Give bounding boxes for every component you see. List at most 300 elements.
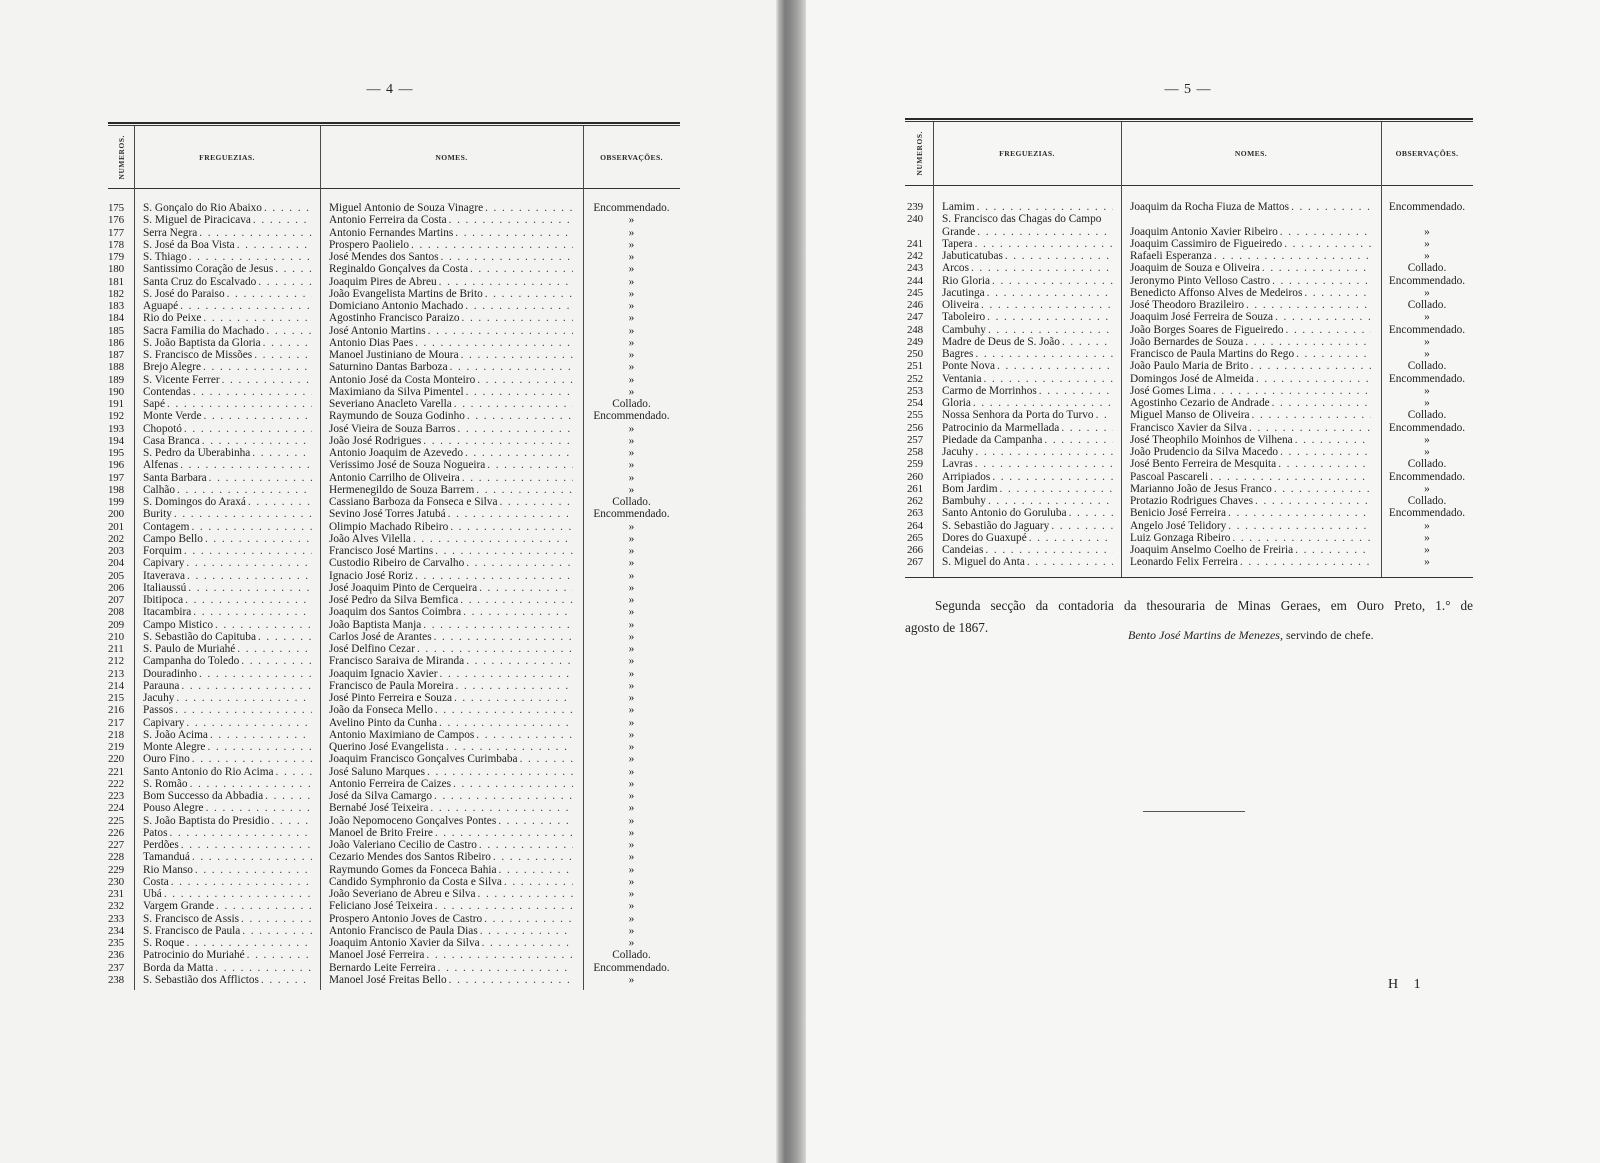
freguezia-cell: [134, 521, 320, 533]
freguezia-name: Douradinho: [143, 667, 197, 680]
nome-cell: [320, 827, 583, 839]
row-number: 258: [907, 446, 923, 458]
freguezia-cell: [134, 766, 320, 778]
freguezia-name: Taboleiro: [942, 311, 986, 324]
dot-leader: [197, 227, 312, 239]
freguezia-cell: [134, 949, 320, 961]
nome-line: [329, 974, 573, 986]
table-row: [108, 962, 680, 974]
observacao: »: [628, 545, 635, 557]
freguezia-cell: [134, 325, 320, 337]
nome-line: [329, 508, 573, 520]
nome-line: [1130, 409, 1371, 421]
observacao: Encommendado.: [593, 961, 670, 974]
observacao: »: [628, 569, 635, 582]
nome-cell: [320, 741, 583, 753]
nome-cell: [1121, 262, 1381, 274]
nome-cell: [1121, 544, 1381, 556]
dot-leader: [438, 668, 573, 680]
dot-leader: [973, 446, 1113, 458]
freguezia-name: Santissimo Coração de Jesus: [143, 263, 274, 276]
nome-line: [1130, 422, 1371, 434]
nome-cell: [1121, 446, 1381, 458]
observacao: Collado.: [1407, 495, 1447, 507]
nome-cell: [320, 545, 583, 557]
row-number: 195: [108, 447, 124, 459]
table-row: [108, 410, 680, 422]
dot-leader: [444, 741, 573, 753]
person-name: Domingos José de Almeida: [1130, 372, 1254, 385]
dot-leader: [1244, 299, 1371, 311]
table-row: [905, 348, 1473, 360]
freguezia-line: [942, 471, 1113, 483]
freguezia-name: Arcos: [942, 262, 969, 275]
row-number: 204: [108, 557, 124, 570]
nome-line: [329, 472, 573, 484]
freguezia-cell: [134, 668, 320, 680]
row-number: 233: [108, 912, 124, 925]
table-row: [108, 337, 680, 349]
person-name: Avelino Pinto da Cunha: [329, 716, 438, 729]
dot-leader: [465, 410, 573, 422]
register-table: [905, 118, 1473, 578]
observacao: »: [628, 275, 635, 288]
row-number: 175: [108, 202, 124, 214]
row-number: 257: [907, 433, 923, 446]
person-name: José Antonio Martins: [329, 324, 426, 337]
signatory-role: servindo de chefe.: [1285, 628, 1374, 642]
person-name: Joaquim Cassimiro de Figueiredo: [1130, 237, 1283, 250]
dot-leader: [1208, 471, 1371, 483]
dot-leader: [409, 239, 573, 251]
dot-leader: [235, 239, 312, 251]
row-number: 208: [108, 606, 124, 619]
freguezia-line: [942, 409, 1113, 421]
table-row: [108, 374, 680, 386]
table-row: [108, 276, 680, 288]
nome-cell: [320, 815, 583, 827]
row-number: 214: [108, 679, 124, 692]
observacao: Encommendado.: [1388, 470, 1466, 483]
freguezia-line: [143, 974, 312, 986]
freguezia-line: [143, 459, 312, 471]
dot-leader: [478, 925, 573, 937]
nome-line: [329, 533, 573, 545]
person-name: Antonio José da Costa Monteiro: [329, 373, 476, 386]
table-row: [905, 409, 1473, 421]
dot-leader: [1254, 373, 1371, 385]
row-number: 228: [108, 851, 124, 864]
nome-cell: [320, 447, 583, 459]
freguezia-name: Piedade da Campanha: [942, 433, 1043, 446]
table-row: [108, 606, 680, 618]
dot-leader: [1042, 434, 1113, 446]
freguezia-cell: [933, 262, 1121, 274]
freguezia-cell: [134, 680, 320, 692]
nome-cell: [1121, 238, 1381, 250]
person-name: Joaquim de Souza e Oliveira: [1130, 262, 1260, 275]
nome-cell: [320, 570, 583, 582]
observacao: »: [628, 459, 635, 472]
observacao: Encommendado.: [1388, 201, 1466, 213]
nome-cell: [320, 692, 583, 704]
row-number: 244: [907, 274, 923, 287]
nome-cell: [320, 949, 583, 961]
person-name: Francisco de Paula Moreira: [329, 679, 454, 692]
dot-leader: [432, 790, 573, 802]
nome-line: [329, 300, 573, 312]
freguezia-name: Bom Jardim: [942, 482, 998, 495]
observacao: »: [628, 312, 635, 325]
freguezia-cell: [933, 556, 1121, 568]
freguezia-cell: [134, 214, 320, 226]
observacao: »: [628, 679, 635, 692]
freguezia-cell: [933, 532, 1121, 544]
freguezia-cell: [933, 544, 1121, 556]
nome-cell: [1121, 471, 1381, 483]
table-row: [108, 263, 680, 275]
dot-leader: [496, 815, 573, 827]
person-name: José Pinto Ferreira e Souza: [329, 692, 452, 704]
nome-cell: [320, 606, 583, 618]
table-row: [108, 361, 680, 373]
freguezia-name: Jacutinga: [942, 286, 985, 299]
dot-leader: [491, 851, 573, 863]
dot-leader: [986, 495, 1113, 507]
row-number: 246: [907, 299, 923, 311]
freguezia-line: [942, 336, 1113, 348]
freguezia-name: Patrocinio da Marmellada: [942, 421, 1060, 434]
row-number: 220: [108, 753, 124, 766]
observacao: Encommendado.: [593, 508, 670, 521]
row-number: 242: [907, 250, 923, 262]
freguezia-name: Itaverava: [143, 569, 186, 582]
nome-line: [329, 496, 573, 508]
row-number: 222: [108, 777, 124, 790]
nome-line: [329, 704, 573, 716]
observacao: »: [628, 753, 635, 766]
person-name: Antonio Francisco de Paula Dias: [329, 924, 478, 937]
table-row: [905, 299, 1473, 311]
freguezia-cell: [134, 435, 320, 447]
dot-leader: [178, 300, 312, 312]
page-number: — 4 —: [366, 82, 414, 97]
freguezia-cell: [933, 385, 1121, 397]
dot-leader: [1037, 385, 1113, 397]
dot-leader: [985, 287, 1113, 299]
observacao: »: [1424, 482, 1430, 495]
freguezia-line: [143, 276, 312, 288]
dot-leader: [191, 386, 312, 398]
nome-line: [329, 900, 573, 912]
observacao: Encommendado.: [1388, 421, 1466, 434]
person-name: Joaquim Antonio Xavier da Silva: [329, 937, 480, 949]
dot-leader: [426, 325, 573, 337]
nome-cell: [320, 802, 583, 814]
row-number: 248: [907, 323, 923, 336]
freguezia-name: Contendas: [143, 385, 191, 398]
dot-leader: [256, 631, 312, 643]
dot-leader: [1293, 544, 1371, 556]
freguezia-cell: [134, 570, 320, 582]
row-number: 241: [907, 237, 923, 250]
person-name: Antonio Ferreira de Caizes: [329, 777, 452, 790]
nome-cell: [1121, 422, 1381, 434]
row-number: 254: [907, 397, 923, 409]
freguezia-line: [143, 913, 312, 925]
freguezia-cell: [134, 300, 320, 312]
dot-leader: [446, 508, 573, 520]
dot-leader: [973, 348, 1113, 360]
dot-leader: [483, 202, 573, 214]
dot-leader: [1211, 385, 1371, 397]
freguezia-cell: [134, 900, 320, 912]
observacao: Collado.: [612, 496, 651, 508]
freguezia-line: [143, 692, 312, 704]
freguezia-line: [942, 495, 1113, 507]
dot-leader: [1243, 336, 1371, 348]
table-row: [108, 508, 680, 520]
dot-leader: [274, 766, 312, 778]
observacao: »: [1424, 225, 1430, 238]
dot-leader: [1226, 520, 1371, 532]
freguezia-cell: [134, 876, 320, 888]
freguezia-cell: [134, 545, 320, 557]
freguezia-cell: [134, 557, 320, 569]
dot-leader: [165, 398, 312, 410]
nome-line: [1130, 226, 1371, 238]
freguezia-name: S. Thiago: [143, 251, 187, 263]
table-row: [905, 262, 1473, 274]
nome-cell: [320, 263, 583, 275]
table-row: [108, 925, 680, 937]
row-number: 264: [907, 519, 923, 532]
observacao: »: [1424, 433, 1430, 446]
observacao: »: [628, 594, 635, 606]
person-name: Joaquim Francisco Gonçalves Curimbaba: [329, 753, 518, 766]
freguezia-line: [942, 324, 1113, 336]
nome-cell: [1121, 483, 1381, 495]
freguezia-line: [143, 962, 312, 974]
freguezia-name: Campo Mistico: [143, 618, 213, 631]
freguezia-line: [143, 851, 312, 863]
table-row: [108, 913, 680, 925]
nome-cell: [320, 888, 583, 900]
dot-leader: [975, 201, 1113, 213]
person-name: Benedicto Affonso Alves de Medeiros: [1130, 286, 1303, 299]
dot-leader: [455, 423, 573, 435]
freguezia-line: [143, 239, 312, 251]
freguezia-line: [143, 815, 312, 827]
dot-leader: [979, 299, 1113, 311]
table-row: [108, 447, 680, 459]
nome-cell: [320, 472, 583, 484]
signatory-name: Bento José Martins de Menezes,: [1128, 628, 1283, 642]
dot-leader: [463, 300, 573, 312]
person-name: Maximiano da Silva Pimentel: [329, 385, 464, 398]
closing-line-2: agosto de 1867.: [905, 620, 989, 635]
nome-line: [329, 766, 573, 778]
freguezia-line: [942, 544, 1113, 556]
nome-cell: [320, 374, 583, 386]
table-row: [905, 520, 1473, 532]
freguezia-line: [143, 643, 312, 655]
nome-cell: [320, 484, 583, 496]
freguezia-name: Pouso Alegre: [143, 802, 204, 815]
dot-leader: [175, 484, 312, 496]
table-row: [108, 570, 680, 582]
nome-cell: [320, 974, 583, 986]
table-row: [905, 213, 1473, 238]
nome-line: [329, 545, 573, 557]
nome-line: [329, 888, 573, 900]
dot-leader: [454, 680, 573, 692]
person-name: Francisco de Paula Martins do Rego: [1130, 348, 1295, 360]
dot-leader: [240, 925, 312, 937]
dot-leader: [474, 729, 573, 741]
freguezia-cell: [134, 312, 320, 324]
freguezia-name: Rio do Peixe: [143, 312, 202, 325]
dot-leader: [458, 594, 573, 606]
dot-leader: [452, 692, 573, 704]
row-number: 216: [108, 704, 124, 717]
freguezia-name: Parauna: [143, 679, 180, 692]
freguezia-cell: [134, 447, 320, 459]
nome-cell: [320, 300, 583, 312]
freguezia-cell: [134, 717, 320, 729]
nome-line: [329, 717, 573, 729]
observacao: »: [628, 581, 635, 594]
nome-cell: [320, 851, 583, 863]
observacao: »: [628, 557, 635, 570]
row-number: 226: [108, 826, 124, 839]
table-row: [108, 398, 680, 410]
freguezia-line: [143, 349, 312, 361]
observacao: Collado.: [612, 949, 651, 962]
nome-line: [1130, 446, 1371, 458]
freguezia-cell: [134, 398, 320, 410]
row-number: 217: [108, 716, 124, 729]
nome-cell: [1121, 201, 1381, 213]
observacao: Collado.: [612, 398, 651, 410]
table-row: [108, 802, 680, 814]
nome-cell: [320, 655, 583, 667]
observacao: »: [1424, 237, 1430, 250]
freguezia-cell: [134, 827, 320, 839]
dot-leader: [1282, 238, 1371, 250]
dot-leader: [182, 545, 312, 557]
dot-leader: [452, 398, 573, 410]
freguezia-name: Contagem: [143, 520, 190, 533]
dot-leader: [432, 631, 573, 643]
freguezia-line: [143, 802, 312, 814]
dot-leader: [207, 472, 312, 484]
freguezia-name: Grande: [942, 225, 976, 238]
nome-cell: [320, 937, 583, 949]
freguezia-cell: [134, 374, 320, 386]
freguezia-cell: [933, 458, 1121, 470]
dot-leader: [447, 974, 573, 986]
freguezia-name: Italiaussú: [143, 581, 187, 594]
dot-leader: [460, 312, 573, 324]
person-name: Saturnino Dantas Barboza: [329, 361, 448, 374]
freguezia-cell: [134, 974, 320, 986]
freguezia-line: [143, 864, 312, 876]
dot-leader: [246, 496, 312, 508]
dot-leader: [162, 888, 312, 900]
freguezia-line: [143, 949, 312, 961]
observacao: »: [628, 704, 635, 717]
dot-leader: [259, 974, 312, 986]
table-row: [108, 214, 680, 226]
dot-leader: [213, 619, 312, 631]
row-number: 198: [108, 483, 124, 496]
freguezia-line: [143, 925, 312, 937]
dot-leader: [459, 349, 573, 361]
table-row: [108, 312, 680, 324]
nome-line: [1130, 324, 1371, 336]
row-number: 207: [108, 594, 124, 606]
table-row: [108, 680, 680, 692]
freguezia-name: Santo Antonio do Rio Acima: [143, 765, 274, 778]
freguezia-cell: [134, 594, 320, 606]
dot-leader: [172, 508, 312, 520]
table-body: [905, 201, 1473, 569]
nome-line: [329, 484, 573, 496]
freguezia-name: Itacambira: [143, 606, 192, 619]
nome-cell: [320, 668, 583, 680]
freguezia-cell: [134, 349, 320, 361]
nome-line: [1130, 348, 1371, 360]
person-name: Bernardo Leite Ferreira: [329, 961, 436, 974]
person-name: José Saluno Marques: [329, 765, 426, 778]
nome-line: [1130, 250, 1371, 262]
dot-leader: [975, 226, 1113, 238]
dot-leader: [252, 349, 312, 361]
observacao: »: [628, 765, 635, 778]
freguezia-cell: [933, 348, 1121, 360]
dot-leader: [468, 263, 573, 275]
table-row: [108, 876, 680, 888]
dot-leader: [464, 655, 573, 667]
table-header: [905, 122, 1473, 186]
observacao: »: [1424, 286, 1430, 299]
person-name: Miguel Antonio de Souza Vinagre: [329, 202, 484, 214]
nome-line: [329, 949, 573, 961]
page-left: [0, 0, 778, 1163]
dot-leader: [485, 459, 573, 471]
freguezia-line: [942, 299, 1113, 311]
nome-line: [329, 202, 573, 214]
freguezia-line: [143, 790, 312, 802]
table-row: [905, 360, 1473, 372]
freguezia-name: Perdões: [143, 839, 179, 851]
freguezia-line: [143, 423, 312, 435]
dot-leader: [982, 373, 1113, 385]
observacao: »: [628, 692, 635, 704]
person-name: João José Rodrigues: [329, 434, 422, 447]
row-number: 179: [108, 251, 124, 263]
nome-cell: [320, 227, 583, 239]
freguezia-cell: [134, 790, 320, 802]
freguezia-cell: [134, 619, 320, 631]
signatory: [1128, 628, 1374, 642]
nome-line: [329, 582, 573, 594]
dot-leader: [477, 839, 573, 851]
nome-cell: [320, 533, 583, 545]
nome-line: [329, 521, 573, 533]
freguezia-cell: [933, 299, 1121, 311]
